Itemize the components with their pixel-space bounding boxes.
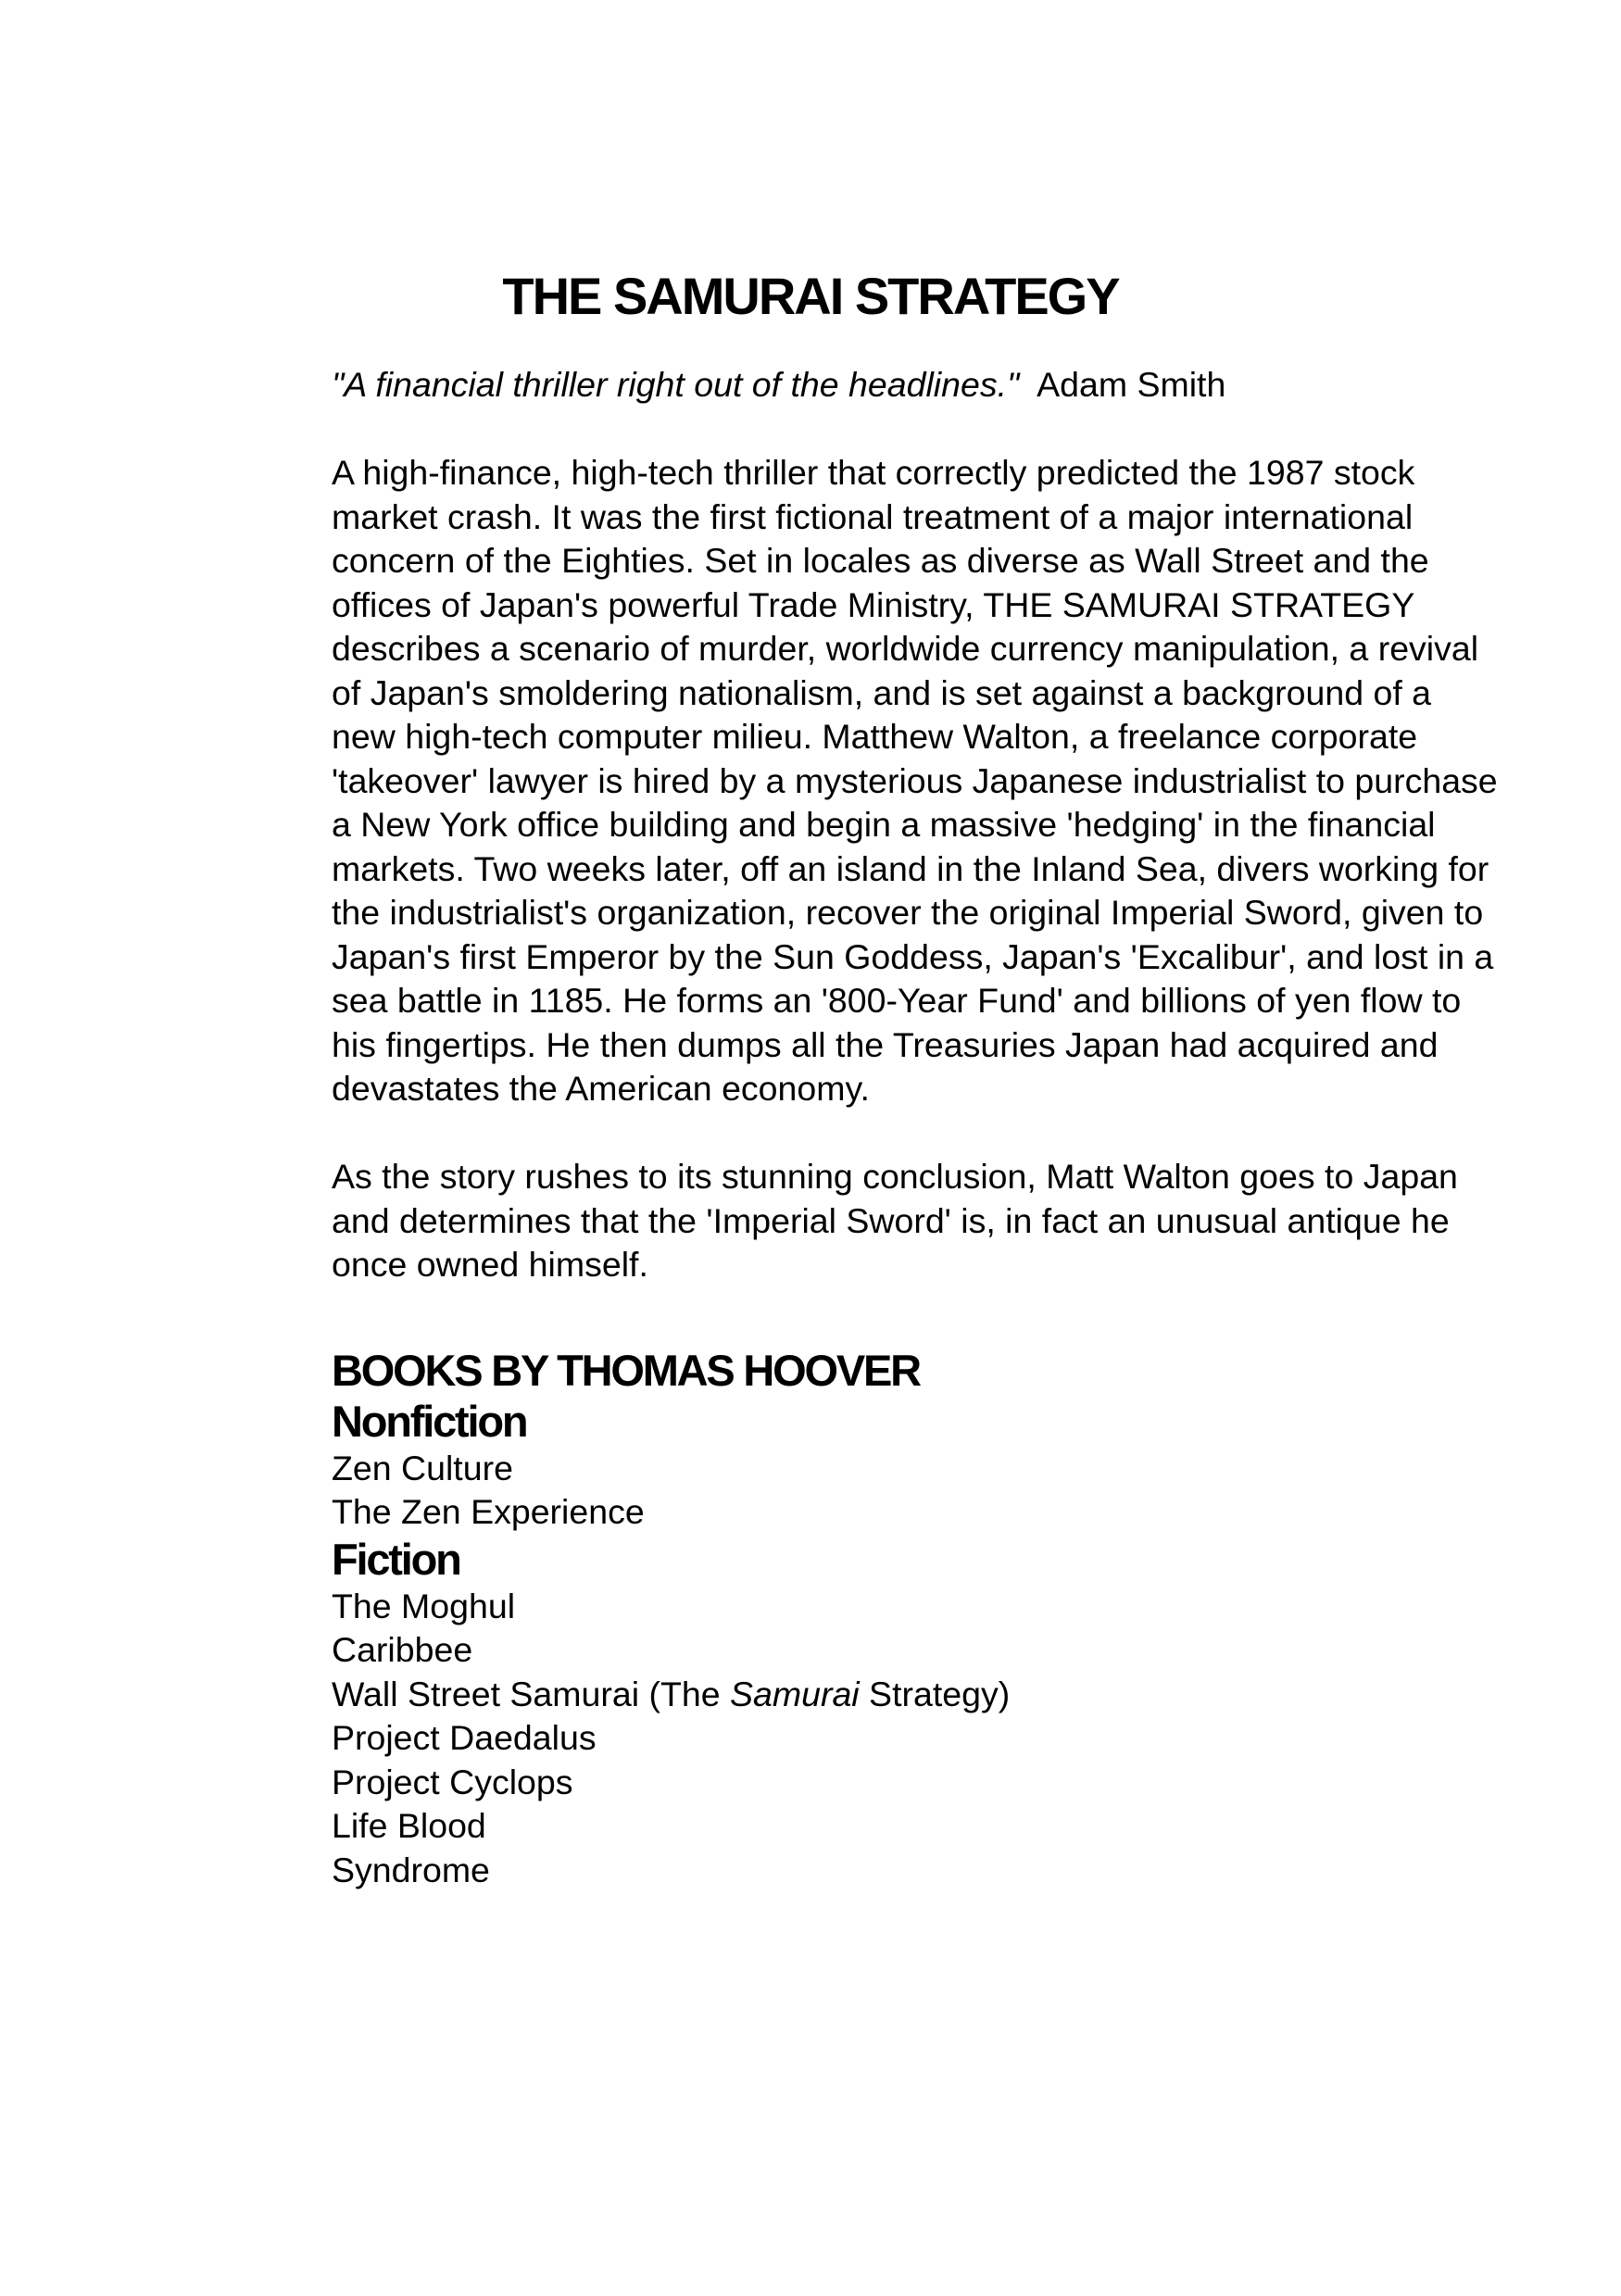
nonfiction-list [332, 1447, 1499, 1535]
blurb [332, 363, 1499, 408]
fiction-heading: Fiction [332, 1534, 460, 1584]
book-title: Project Daedalus [332, 1718, 597, 1757]
book-title: The Zen Experience [332, 1492, 645, 1531]
nonfiction-heading: Nonfiction [332, 1396, 527, 1446]
book-title-part: Strategy) [859, 1674, 1011, 1713]
blurb-quote: "A financial thriller right out of the headlines." [332, 365, 1020, 404]
book-title: The Moghul [332, 1586, 516, 1625]
book-title [332, 1673, 1499, 1717]
blurb-author: Adam Smith [1037, 365, 1226, 404]
book-title: Syndrome [332, 1850, 490, 1889]
books-heading: BOOKS BY THOMAS HOOVER [332, 1345, 920, 1395]
page-title: THE SAMURAI STRATEGY [502, 267, 1119, 325]
book-title: Project Cyclops [332, 1762, 573, 1801]
book-title-part: Wall Street Samurai (The [332, 1674, 730, 1713]
book-title: Life Blood [332, 1806, 486, 1845]
synopsis-paragraph: A high-finance, high-tech thriller that correctly predicted the 1987 stock market crash. It was the first fictional treatment of a major international concern of the Eighties. Set in locales as diverse as Wall Street and the offices of Japan's powerful Trade Ministry, THE SAMURAI STRATEGY describes a scenario of murder, worldwide currency manipulation, a revival of Japan's smoldering nationalism, and is set against a background of a new high-tech computer milieu. Matthew Walton, a freelance corporate 'takeover' lawyer is hired by a mysterious Japanese industrialist to purchase a New York office building and begin a massive 'hedging' in the financial markets. Two weeks later, off an island in the Inland Sea, divers working for the industrialist's organization, recover the original Imperial Sword, given to Japan's first Emperor by the Sun Goddess, Japan's 'Excalibur', and lost in a sea battle in 1185. He forms an '800-Year Fund' and billions of yen flow to his fingertips. He then dumps all the Treasuries Japan had acquired and devastates the American economy. [332, 453, 1498, 1108]
fiction-list [332, 1585, 1499, 1893]
conclusion-paragraph: As the story rushes to its stunning conclusion, Matt Walton goes to Japan and determines that the 'Imperial Sword' is, in fact an unusual antique he once owned himself. [332, 1157, 1458, 1284]
book-title: Caribbee [332, 1630, 473, 1669]
book-title-italic: Samurai [730, 1674, 860, 1713]
book-title: Zen Culture [332, 1448, 513, 1487]
main-content [332, 363, 1499, 1892]
